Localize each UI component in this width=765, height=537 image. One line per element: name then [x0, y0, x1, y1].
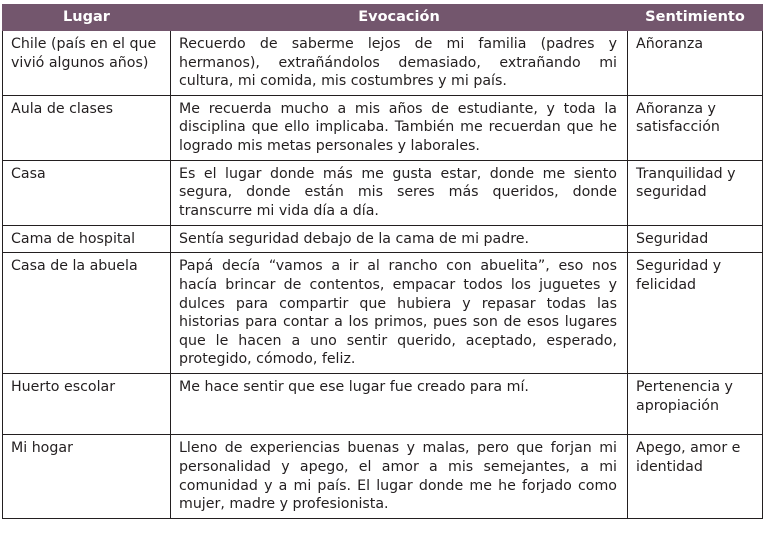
cell-evocacion: Me hace sentir que ese lugar fue creado para mí.	[171, 374, 628, 435]
table-row	[3, 31, 763, 96]
cell-sentimiento: Añoranza y satisfacción	[628, 95, 763, 160]
cell-sentimiento: Seguridad	[628, 225, 763, 253]
cell-evocacion: Lleno de experiencias buenas y malas, pero que forjan mi personalidad y apego, el amor a mis semejantes, a mi comunidad y a mi país. El lugar donde me he forjado como mujer, madre y profesionista.	[171, 435, 628, 518]
cell-lugar: Mi hogar	[3, 435, 171, 518]
cell-evocacion: Recuerdo de saberme lejos de mi familia (padres y hermanos), extrañándolos demasiado, extrañando mi cultura, mi comida, mis costumbres y mi país.	[171, 31, 628, 96]
cell-evocacion: Sentía seguridad debajo de la cama de mi padre.	[171, 225, 628, 253]
header-row	[3, 5, 763, 31]
header-evocacion: Evocación	[171, 5, 628, 31]
table-row	[3, 374, 763, 435]
cell-sentimiento: Pertenencia y apropiación	[628, 374, 763, 435]
table-row	[3, 225, 763, 253]
table-row	[3, 253, 763, 374]
places-table	[2, 4, 763, 519]
cell-lugar: Casa de la abuela	[3, 253, 171, 374]
cell-evocacion: Me recuerda mucho a mis años de estudiante, y toda la disciplina que ello implicaba. También me recuerdan que he logrado mis metas personales y laborales.	[171, 95, 628, 160]
header-lugar: Lugar	[3, 5, 171, 31]
cell-lugar: Cama de hospital	[3, 225, 171, 253]
cell-lugar: Casa	[3, 160, 171, 225]
table-row	[3, 160, 763, 225]
cell-lugar: Aula de clases	[3, 95, 171, 160]
cell-sentimiento: Apego, amor e identidad	[628, 435, 763, 518]
cell-sentimiento: Añoranza	[628, 31, 763, 96]
cell-lugar: Huerto escolar	[3, 374, 171, 435]
table-row	[3, 435, 763, 518]
cell-evocacion: Papá decía “vamos a ir al rancho con abuelita”, eso nos hacía brincar de contentos, empacar todos los juguetes y dulces para compartir que hubiera y repasar todas las historias para contar a los primos, pues son de esos lugares que le hacen a uno sentir querido, aceptado, esperado, protegido, cómodo, feliz.	[171, 253, 628, 374]
cell-evocacion: Es el lugar donde más me gusta estar, donde me siento segura, donde están mis seres más queridos, donde transcurre mi vida día a día.	[171, 160, 628, 225]
header-sentimiento: Sentimiento	[628, 5, 763, 31]
cell-sentimiento: Seguridad y felicidad	[628, 253, 763, 374]
table-row	[3, 95, 763, 160]
cell-lugar: Chile (país en el que vivió algunos años)	[3, 31, 171, 96]
cell-sentimiento: Tranquilidad y seguridad	[628, 160, 763, 225]
